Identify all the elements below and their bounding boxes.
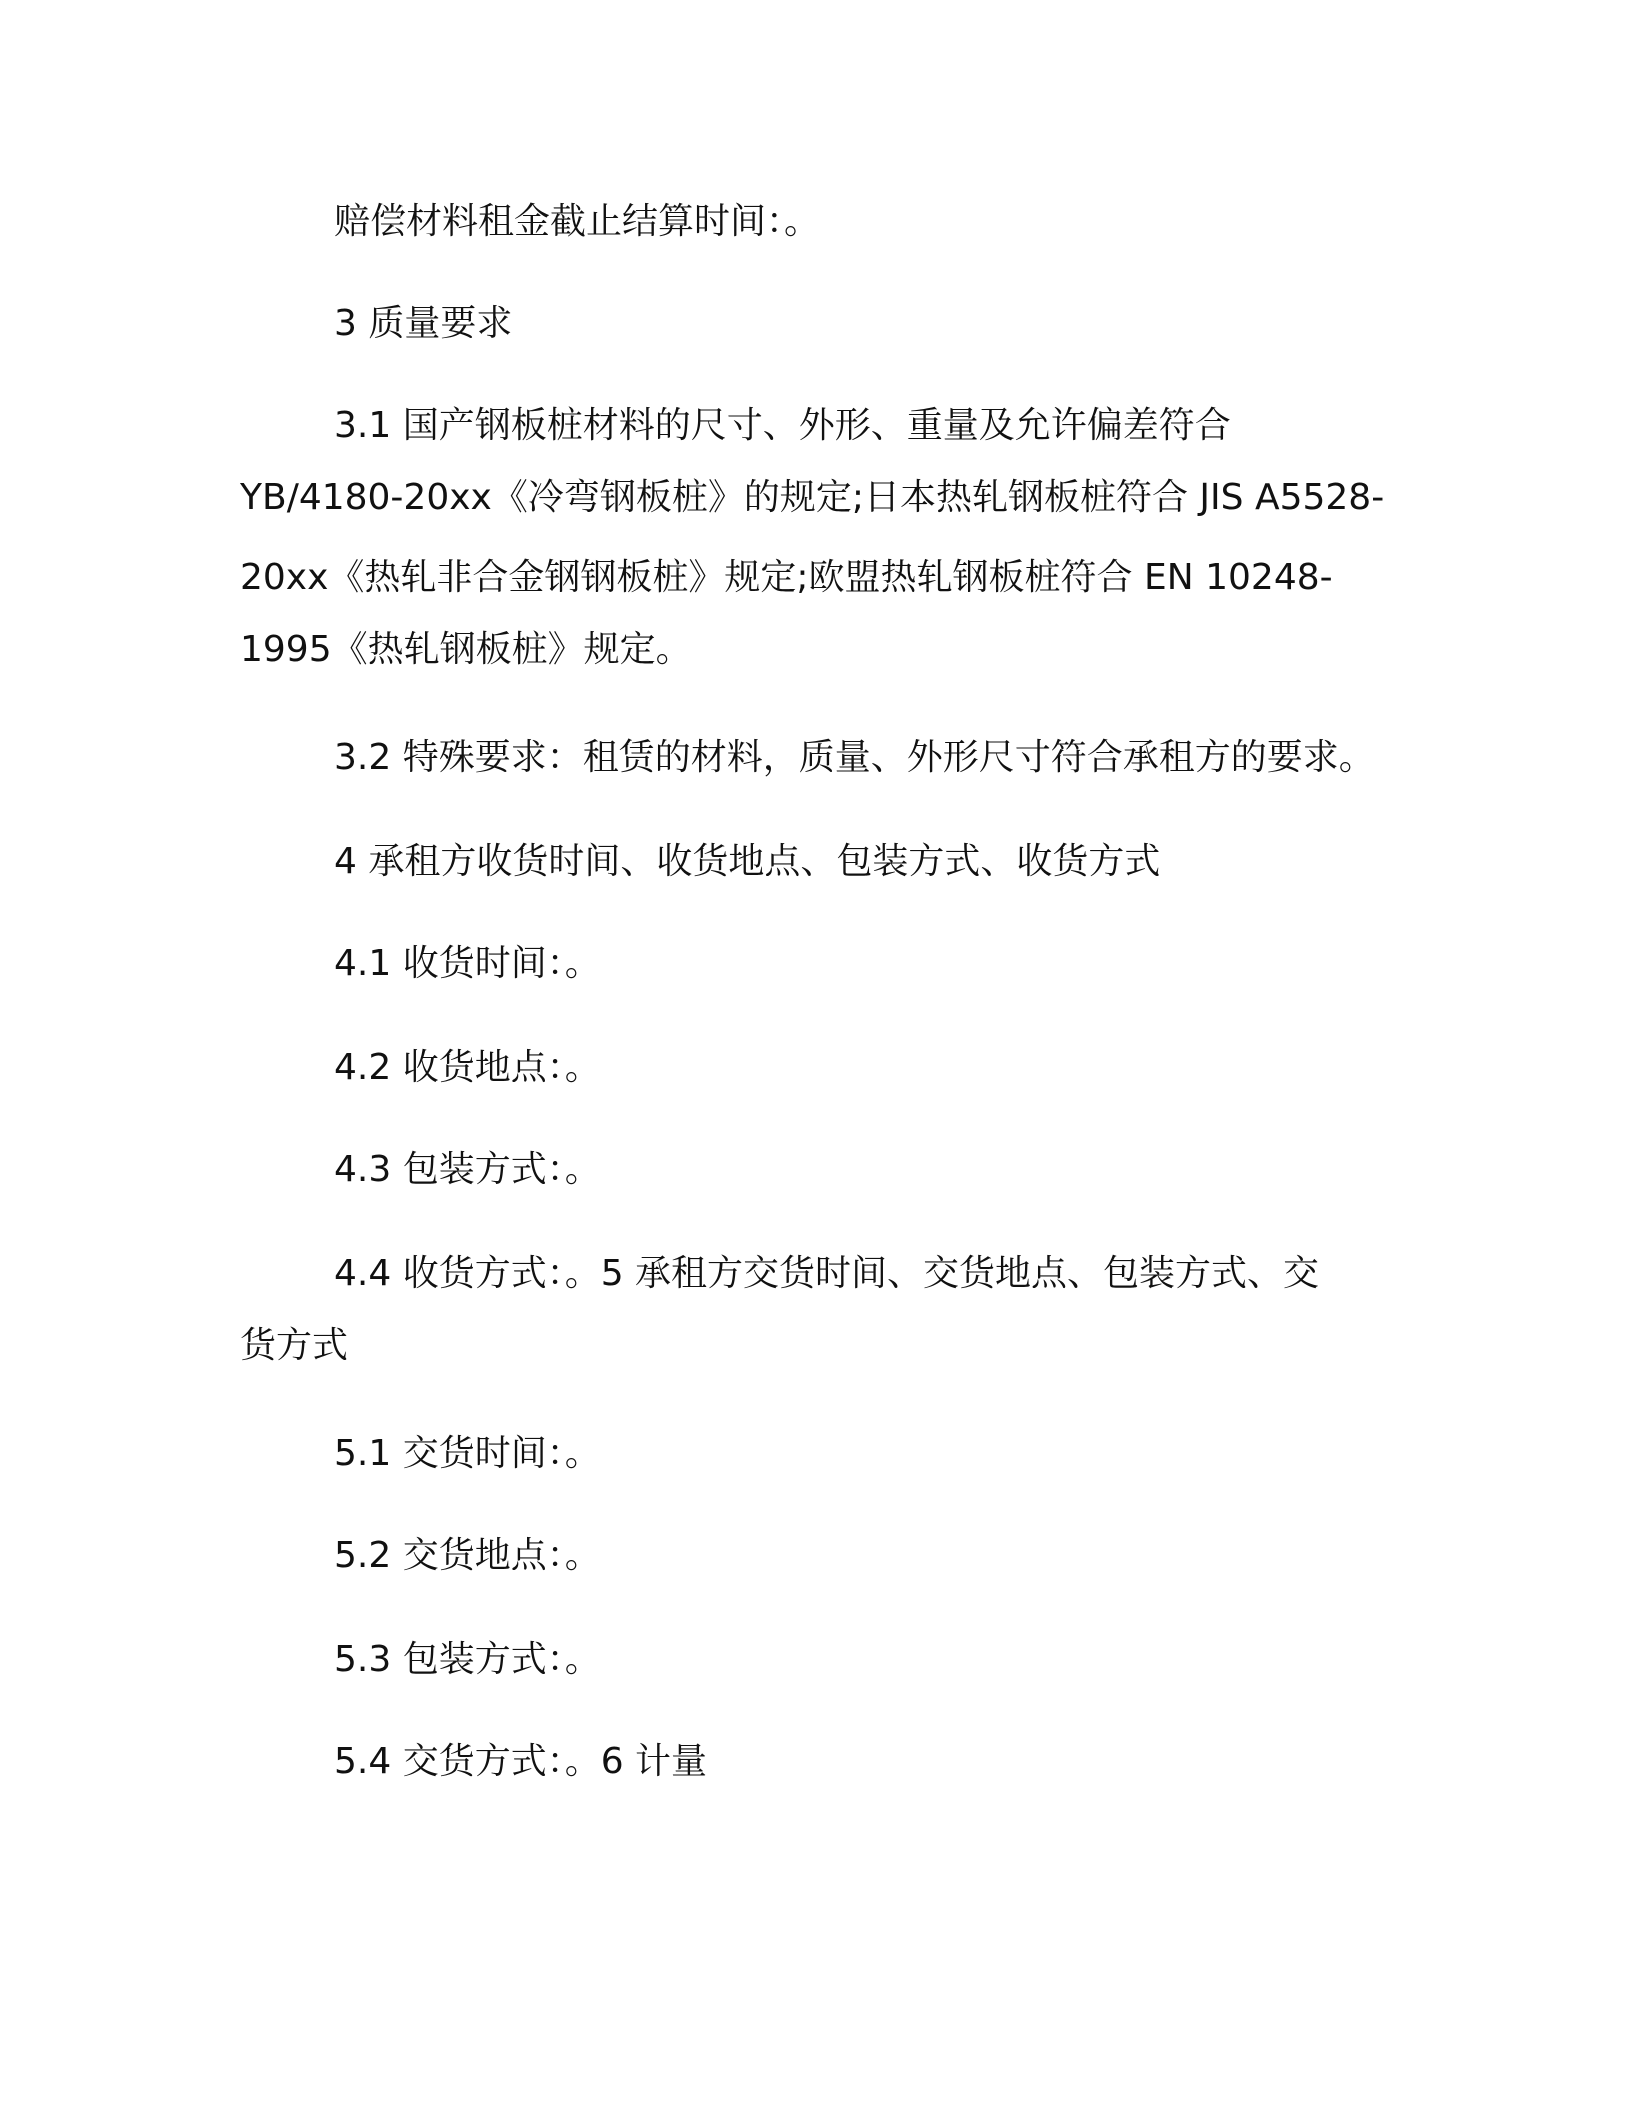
paragraph-3-2-special-requirements: 3.2 特殊要求：租赁的材料，质量、外形尺寸符合承租方的要求。 <box>334 737 1375 778</box>
paragraph-line: 20xx《热轧非合金钢钢板桩》规定;欧盟热轧钢板桩符合 EN 10248- <box>240 557 1333 598</box>
paragraph-4-1-receiving-time: 4.1 收货时间：。 <box>334 943 601 984</box>
paragraph-line: YB/4180-20xx《冷弯钢板桩》的规定;日本热轧钢板桩符合 JIS A5528- <box>240 477 1385 518</box>
paragraph-5-4-delivery-method: 5.4 交货方式：。6 计量 <box>334 1741 708 1782</box>
paragraph-4-4-receiving-method <box>240 1238 1400 1382</box>
paragraph-line: 1995《热轧钢板桩》规定。 <box>240 629 692 670</box>
paragraph-4-3-packaging: 4.3 包装方式：。 <box>334 1149 601 1190</box>
paragraph-5-2-delivery-location: 5.2 交货地点：。 <box>334 1535 601 1576</box>
paragraph-5-1-delivery-time: 5.1 交货时间：。 <box>334 1433 601 1474</box>
paragraph-4-2-receiving-location: 4.2 收货地点：。 <box>334 1047 601 1088</box>
paragraph-line: 3.1 国产钢板桩材料的尺寸、外形、重量及允许偏差符合 <box>334 405 1231 446</box>
paragraph-line: 4.4 收货方式：。5 承租方交货时间、交货地点、包装方式、交 <box>334 1253 1320 1294</box>
heading-receiving: 4 承租方收货时间、收货地点、包装方式、收货方式 <box>334 841 1161 882</box>
paragraph-3-1-standards <box>240 390 1400 686</box>
paragraph-5-3-packaging: 5.3 包装方式：。 <box>334 1639 601 1680</box>
paragraph-line: 货方式 <box>240 1325 349 1366</box>
heading-quality-requirements: 3 质量要求 <box>334 303 513 344</box>
paragraph-rent-settlement-time: 赔偿材料租金截止结算时间：。 <box>334 201 821 242</box>
